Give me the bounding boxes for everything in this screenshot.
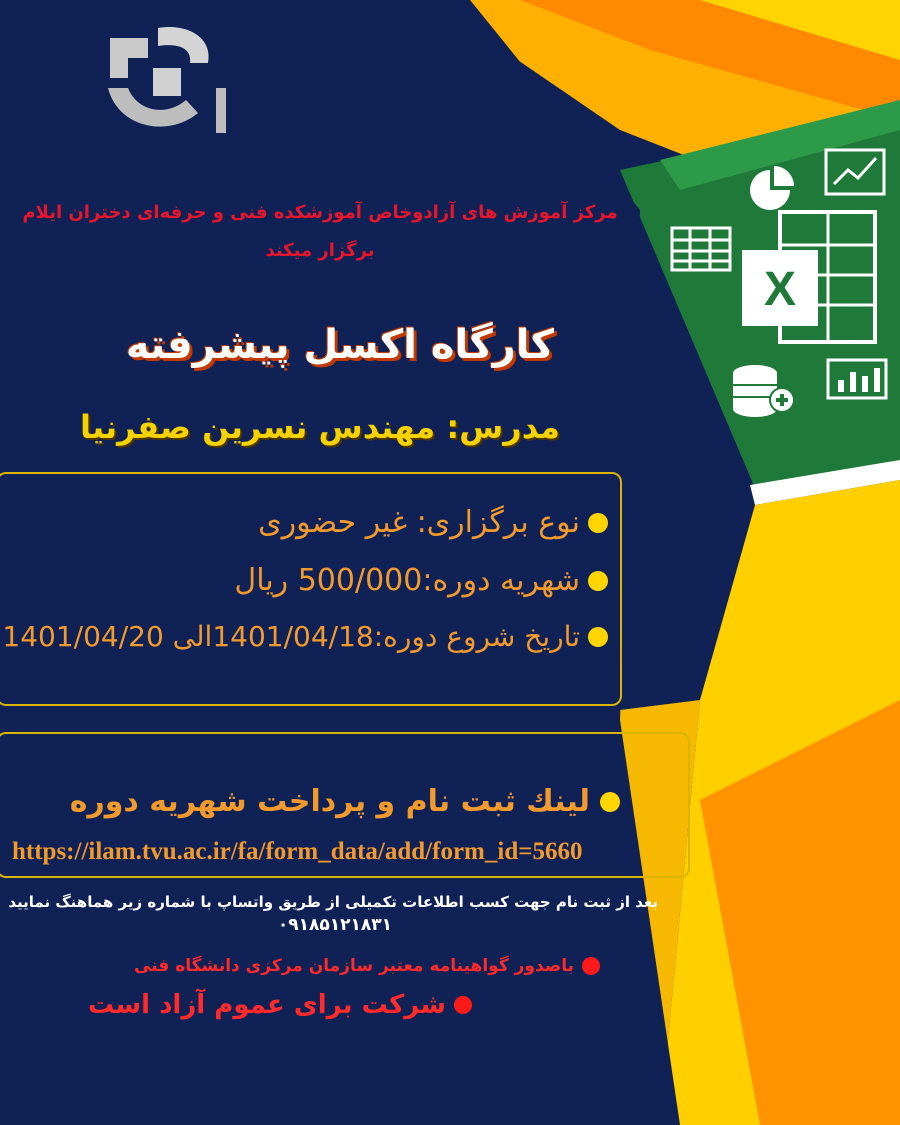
pie-chart-icon: [750, 166, 794, 210]
detail-type: [258, 505, 608, 540]
public-note: [88, 990, 472, 1020]
registration-title: [70, 784, 620, 819]
header-line-1: مرکز آموزش های آزادوخاص آموزشکده فنی و حرفه‌ای دختران ایلام: [22, 202, 618, 223]
registration-link[interactable]: https://ilam.tvu.ac.ir/fa/form_data/add/form_id=5660: [12, 838, 583, 865]
detail-type-text: نوع برگزاری: غیر حضوری: [258, 505, 580, 540]
detail-date-text: تاریخ شروع دوره:1401/04/18الی 1401/04/20: [2, 620, 580, 653]
spreadsheet-icon: [672, 228, 730, 270]
detail-date: [2, 620, 608, 653]
detail-fee-text: شهریه دوره:500/000 ریال: [234, 563, 580, 598]
registration-title-text: لینك ثبت نام و پرداخت شهریه دوره: [69, 784, 590, 819]
header-line-2: برگزار میکند: [265, 240, 375, 261]
certificate-text: باصدور گواهینامه معتبر سازمان مرکزی دانشگاه فنی: [134, 956, 574, 976]
detail-fee: [234, 563, 608, 598]
svg-text:X: X: [763, 263, 797, 316]
page-title: کارگاه اکسل پیشرفته: [125, 322, 555, 368]
logo-mark: [98, 18, 238, 148]
bullet-icon: [588, 627, 608, 647]
public-text: شرکت برای عموم آزاد است: [88, 990, 446, 1020]
contact-note: بعد از ثبت نام جهت کسب اطلاعات تکمیلی از طریق واتساپ با شماره زیر هماهنگ نمایید: [8, 893, 658, 911]
bullet-icon: [582, 957, 600, 975]
bullet-icon: [600, 792, 620, 812]
certificate-note: [134, 956, 600, 976]
line-chart-icon: [826, 150, 884, 194]
teacher-name: مدرس: مهندس نسرین صفرنیا: [80, 408, 560, 446]
bullet-icon: [454, 996, 472, 1014]
bullet-icon: [588, 513, 608, 533]
excel-x-icon: [742, 212, 875, 342]
database-add-icon: [733, 365, 794, 417]
phone-number: ۰۹۱۸۵۱۲۱۸۳۱: [277, 915, 392, 935]
bar-chart-icon: [828, 360, 886, 398]
logo: [98, 18, 238, 148]
bullet-icon: [588, 571, 608, 591]
